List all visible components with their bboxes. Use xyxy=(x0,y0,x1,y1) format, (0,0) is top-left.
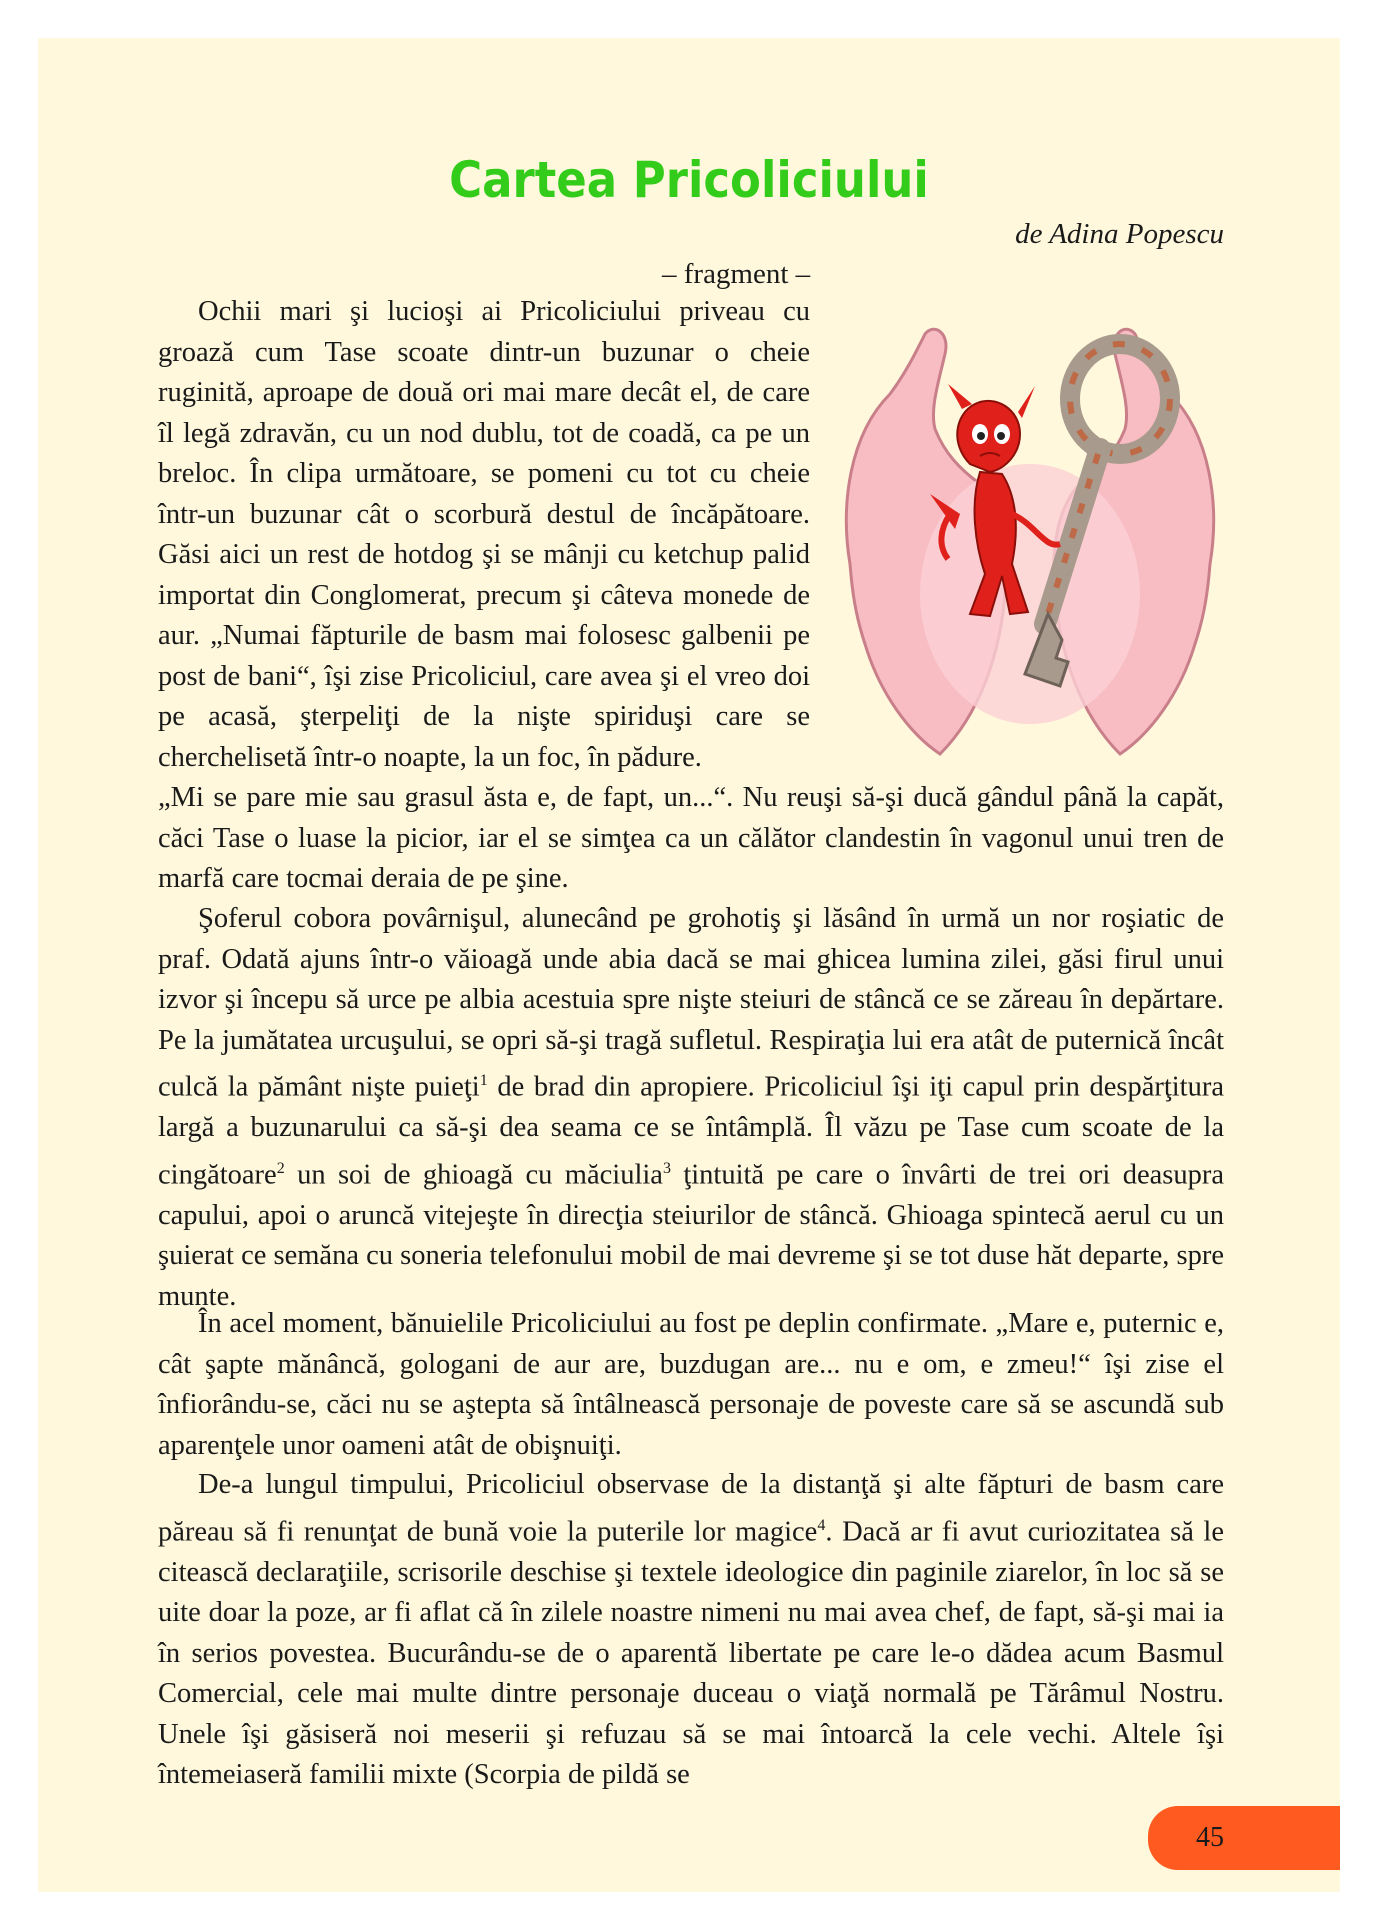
paragraph-3: În acel moment, bănuielile Pricoliciului au fost pe deplin confirmate. „Mare e, puternic e, cât şapte mănâncă, gologani de aur are, buzdugan are... nu e om, e zmeu!“ îşi zise el înfiorându-se, căci nu se aştepta să întâlnească personaje de poveste care să se ascundă sub aparenţele unor oameni atât de obişnuiţi. xyxy=(158,1308,1224,1461)
footnote-ref-3: 3 xyxy=(662,1159,671,1177)
paragraph-1: Ochii mari şi lucioşi ai Pricoliciului priveau cu groază cum Tase scoate dintr-un buzunar o cheie ruginită, aproape de două ori mai mare decât el, de care îl legă zdravăn, cu un nod dublu, tot de coadă, ca pe un breloc. În clipa următoare, se pomeni cu tot cu cheie într-un buzunar cât o scorbură destul de încăpătoare. Găsi aici un rest de hotdog şi se mânji cu ketchup palid importat din Conglomerat, precum şi câteva monede de aur. „Numai făpturile de basm mai folosesc galbenii pe post de bani“, îşi zise Pricoliciul, care avea şi el vreo doi pe acasă, şterpeliţi de la nişte spiriduşi care se cherchelisetă într-o noapte, la un foc, în pădure. xyxy=(158,296,810,773)
paragraph-4: De-a lungul timpului, Pricoliciul observase de la distanţă şi alte făpturi de basm care păreau să fi renunţat de bună voie la puterile lor magice$^4$. Dacă ar fi avut curiozitatea să le citească declaraţiile, scrisorile deschise şi textele ideologice din paginile ziarelor, în loc să se uite doar la poze, ar fi aflat că în zilele noastre nimeni nu mai avea chef, de fapt, să-şi mai ia în serios povestea. Bucurându-se de o aparentă libertate pe care le-o dădea acum Basmul Comercial, cele mai multe dintre personaje duceau o viaţă normală pe Tărâmul Nostru. Unele îşi găsiseră noi meserii şi refuzau să se mai întoarcă la cele vechi. Altele îşi întemeiaseră familii mixte (Scorpia de pildă se xyxy=(158,1469,1224,1790)
paragraph-1-continued: „Mi se pare mie sau grasul ăsta e, de fapt, un...“. Nu reuşi să-şi ducă gândul până la capăt, căci Tase o luase la picior, iar el se simţea ca un călător clandestin în vagonul unui tren de marfă care tocmai deraia de pe şine. xyxy=(158,782,1224,894)
page-title: Cartea Pricoliciului xyxy=(449,151,929,209)
footnote-ref-1: 1 xyxy=(479,1072,488,1089)
author-line: de Adina Popescu xyxy=(1015,218,1224,250)
paragraph-2: Şoferul cobora povârnişul, alunecând pe grohotiş şi lăsând în urmă un nor roşiatic de praf. Odată ajuns într-o văioagă unde abia dacă se mai ghicea lumina zilei, găsi firul unui izvor şi începu să urce pe albia acestuia spre nişte steiuri de stâncă ce se zăreau în depărtare. Pe la jumătatea urcuşului, se opri să-şi tragă sufletul. Respiraţia lui era atât de puternică încât culcă la pământ nişte puieţi$^1$ de brad din apropiere. Pricoliciul îşi iţi capul prin despărţitura largă a buzunarului ca să-şi dea seama ce se întâmplă. Îl văzu pe Tase cum scoate de la cingătoare$^2$ un soi de ghioagă cu măciulia$^3$ ţintuită pe care o învârti de trei ori deasupra capului, apoi o aruncă vitejeşte în direcţia steiurilor de stâncă. Ghioaga spintecă aerul cu un şuierat ce semăna cu soneria telefonului mobil de mai devreme şi se tot duse hăt departe, spre munte. xyxy=(158,903,1224,1312)
footnote-ref-2: 2 xyxy=(276,1159,285,1177)
page-number: 45 xyxy=(1196,1822,1224,1853)
hands-devil-key-illustration xyxy=(830,314,1226,764)
footnote-ref-4: 4 xyxy=(817,1516,826,1534)
fragment-label: – fragment – xyxy=(662,258,811,290)
